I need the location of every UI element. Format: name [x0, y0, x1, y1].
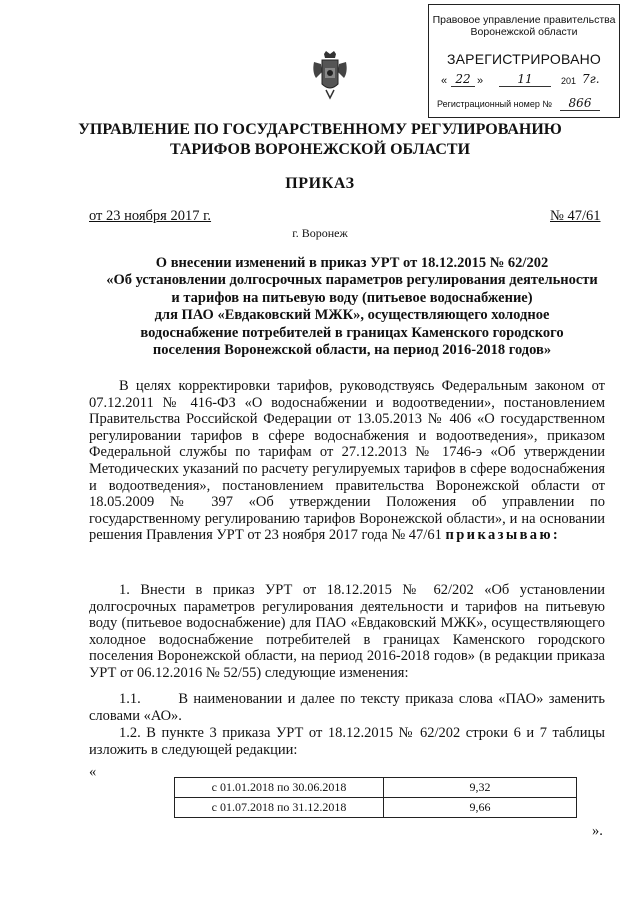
stamp-number-label: Регистрационный номер № [437, 99, 553, 109]
subject-line: «Об установлении долгосрочных параметров регулирования деятельности [106, 272, 598, 289]
preamble-decree-word: приказываю: [445, 527, 561, 544]
order-number: № 47/61 [550, 208, 601, 224]
order-date: от 23 ноября 2017 г. [89, 208, 212, 224]
stamp-month: 11 [499, 72, 551, 87]
issuer-line-1: УПРАВЛЕНИЕ ПО ГОСУДАРСТВЕННОМУ РЕГУЛИРОВАНИЮ [78, 121, 562, 138]
coat-of-arms-icon [310, 50, 350, 102]
stamp-line-2: Воронежской области [470, 26, 578, 38]
order-city: г. Воронеж [292, 226, 348, 240]
item-1-1-text: В наименовании и далее по тексту приказа слова «ПАО» заменить словами «АО». [89, 691, 605, 724]
document-type: ПРИКАЗ [285, 175, 355, 192]
subject-line: О внесении изменений в приказ УРТ от 18.12.2015 № 62/202 [155, 255, 549, 271]
preamble-paragraph [89, 378, 605, 544]
item-1-2-paragraph: 1.2. В пункте 3 приказа УРТ от 18.12.2015 № 62/202 строки 6 и 7 таблицы изложить в следующей редакции: [89, 725, 605, 758]
stamp-quote-open: « [441, 75, 448, 87]
table-row [175, 798, 577, 818]
preamble-text: В целях корректировки тарифов, руководствуясь Федеральным законом от 07.12.2011 № 416-ФЗ «О водоснабжении и водоотведении», постановлением Правительства Российской Федерации от 13.05.2013 № 406 «О государственном регулировании тарифов в сфере водоснабжения и водоотведения», приказом Федеральной службы по тарифам от 27.12.2013 № 1746-э «Об утверждении Методических указаний по расчету регулируемых тарифов в сфере водоснабжения и водоотведения», постановлением правительства Воронежской области от 18.05.2009 № 397 «Об утверждении Положения об управлении по государственному регулированию тарифов Воронежской области», и на основании решения Правления УРТ от 23 ноября 2017 года № 47/61 [89, 378, 605, 544]
item-1-paragraph: 1. Внести в приказ УРТ от 18.12.2015 № 62/202 «Об установлении долгосрочных параметров регулирования деятельности и тарифов на питьевую воду (питьевое водоснабжение) для ПАО «Евдаковский МЖК», осуществляющего холодное водоснабжение потребителей в границах Каменского городского поселения Воронежской области, на период 2016-2018 годов» (в редакции приказа УРТ от 06.12.2016 № 52/55) следующие изменения: [89, 582, 605, 681]
tariff-cell: 9,32 [384, 778, 577, 798]
issuer-line-2: ТАРИФОВ ВОРОНЕЖСКОЙ ОБЛАСТИ [169, 141, 471, 158]
tariff-cell: 9,66 [384, 798, 577, 818]
stamp-registered: ЗАРЕГИСТРИРОВАНО [446, 51, 602, 67]
stamp-line-1: Правовое управление правительства [432, 14, 616, 26]
stamp-quote-close: » [477, 75, 484, 87]
subject-line: поселения Воронежской области, на период 2016-2018 годов» [152, 342, 552, 359]
table-quote-close: ». [592, 823, 603, 839]
item-1-1-number: 1.1. [119, 691, 141, 707]
order-subject [90, 255, 614, 359]
table-row [175, 778, 577, 798]
stamp-number-value: 866 [560, 96, 600, 111]
stamp-year-prefix: 201 [561, 76, 577, 86]
registration-stamp [428, 4, 620, 118]
subject-line: для ПАО «Евдаковский МЖК», осуществляющего холодное [154, 307, 550, 324]
period-cell: с 01.01.2018 по 30.06.2018 [175, 778, 384, 798]
subject-line: и тарифов на питьевую воду (питьевое водоснабжение) [171, 289, 533, 306]
table-quote-open: « [89, 764, 97, 780]
subject-line: водоснабжение потребителей в границах Каменского городского [140, 324, 564, 341]
stamp-day: 22 [451, 72, 475, 87]
item-1-1-paragraph [89, 691, 605, 724]
period-cell: с 01.07.2018 по 31.12.2018 [175, 798, 384, 818]
tariff-table [174, 777, 577, 818]
issuer-name [0, 120, 640, 160]
stamp-date [439, 72, 611, 91]
stamp-year-suffix: 7г. [582, 72, 600, 86]
